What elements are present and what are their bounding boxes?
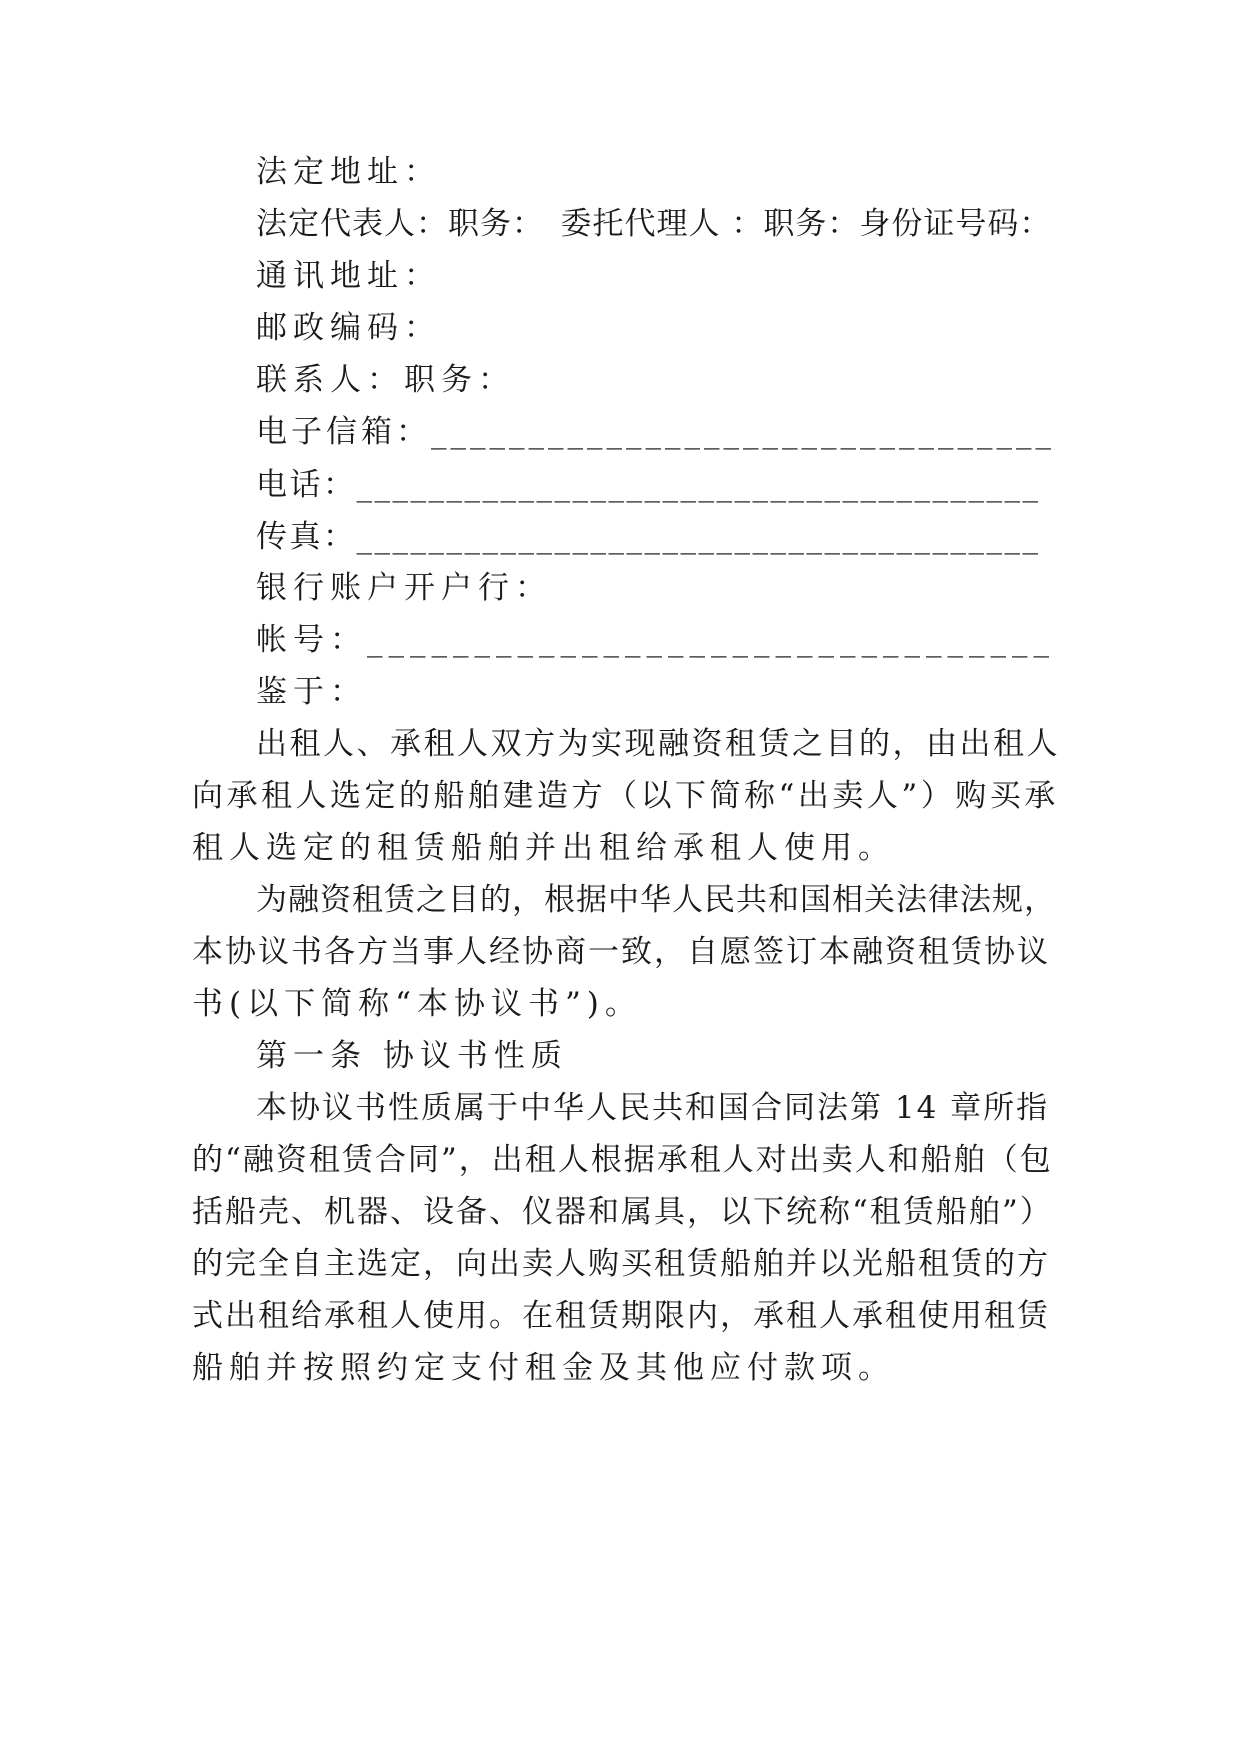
article-1-line-2: 的“融资租赁合同”，出租人根据承租人对出卖人和船舶（包 bbox=[192, 1142, 1053, 1178]
article-1-line-6: 船舶并按照约定支付租金及其他应付款项。 bbox=[192, 1350, 895, 1386]
field-mailing-address: 通讯地址： bbox=[256, 258, 441, 294]
field-phone: 电话：______________________________________ bbox=[256, 467, 1041, 503]
field-email: 电子信箱：________________________________ bbox=[256, 414, 1055, 450]
recital-2-line-3: 书(以下简称“本协议书”)。 bbox=[192, 986, 642, 1022]
article-1-line-4: 的完全自主选定，向出卖人购买租赁船舶并以光船租赁的方 bbox=[192, 1246, 1050, 1282]
article-1-heading: 第一条 协议书性质 bbox=[256, 1038, 568, 1074]
field-contact-person: 联系人：职务： bbox=[256, 362, 515, 398]
article-1-line-1: 本协议书性质属于中华人民共和国合同法第 14 章所指 bbox=[256, 1090, 1050, 1126]
article-1-line-3: 括船壳、机器、设备、仪器和属具，以下统称“租赁船舶”） bbox=[192, 1194, 1053, 1230]
recital-2-line-2: 本协议书各方当事人经协商一致，自愿签订本融资租赁协议 bbox=[192, 934, 1050, 970]
field-bank: 银行账户开户行： bbox=[256, 570, 552, 606]
recital-1-line-3: 租人选定的租赁船舶并出租给承租人使用。 bbox=[192, 830, 895, 866]
article-1-line-5: 式出租给承租人使用。在租赁期限内，承租人承租使用租赁 bbox=[192, 1298, 1050, 1334]
recital-2-line-1: 为融资租赁之目的，根据中华人民共和国相关法律法规， bbox=[256, 882, 1056, 918]
field-legal-address: 法定地址： bbox=[256, 154, 441, 190]
field-fax: 传真：______________________________________ bbox=[256, 519, 1041, 555]
field-legal-representative: 法定代表人：职务： 委托代理人 ：职务：身份证号码： bbox=[256, 206, 1052, 242]
recital-1-line-1: 出租人、承租人双方为实现融资租赁之目的，由出租人 bbox=[256, 726, 1060, 762]
field-account-number: 帐号：________________________________ bbox=[256, 622, 1055, 658]
recital-1-line-2: 向承租人选定的船舶建造方（以下简称“出卖人”）购买承 bbox=[192, 778, 1059, 814]
whereas-heading: 鉴于： bbox=[256, 674, 367, 710]
field-postal-code: 邮政编码： bbox=[256, 310, 441, 346]
